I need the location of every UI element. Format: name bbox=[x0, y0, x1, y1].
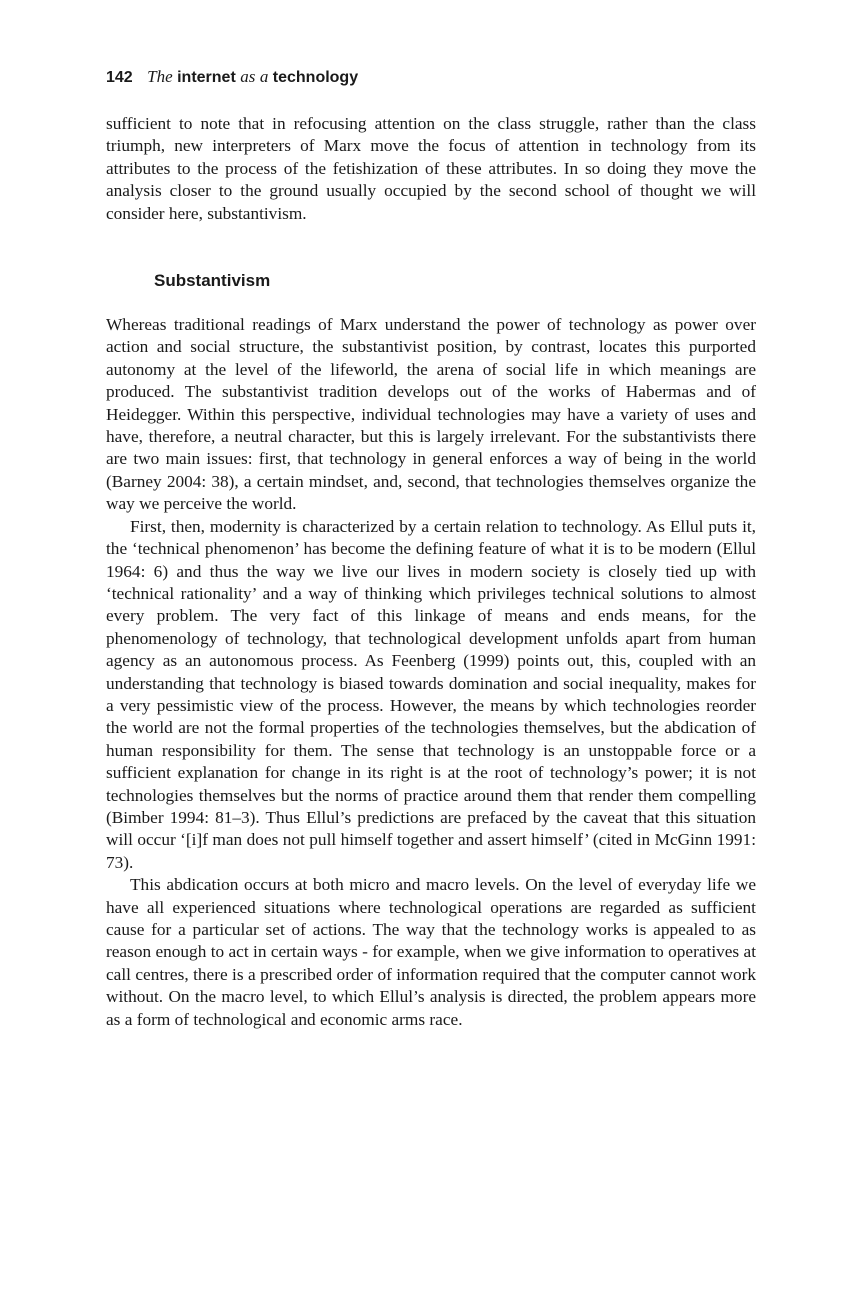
page-number: 142 bbox=[106, 69, 133, 86]
running-head bbox=[106, 66, 756, 89]
section-heading: Substantivism bbox=[154, 271, 271, 291]
book-page bbox=[106, 66, 756, 1031]
running-head-word-internet: internet bbox=[177, 69, 236, 86]
paragraph-abdication: This abdication occurs at both micro and macro levels. On the level of everyday life we have all experienced situations where technological operations are regarded as sufficient cause for a particular set of actions. The way that the technology works is appealed to as reason enough to act in certain ways - for example, when we give information to operatives at call centres, there is a prescribed order of information required that the computer cannot work without. On the macro level, to which Ellul’s analysis is directed, the problem appears more as a form of technological and economic arms race. bbox=[106, 875, 756, 1029]
running-head-word-the: The bbox=[147, 67, 173, 86]
running-head-word-as: as bbox=[240, 67, 256, 86]
paragraph-modernity: First, then, modernity is characterized by a certain relation to technology. As Ellul puts it, the ‘technical phenomenon’ has become the defining feature of what it is to be modern (Ellul 1964: 6) and thus the way we live our lives in modern society is closely tied up with ‘technical rationality’ and a way of thinking which privileges technical solutions to almost every problem. The very fact of this linkage of means and ends means, for the phenomenology of technology, that technological development unfolds apart from human agency as an autonomous process. As Feenberg (1999) points out, this, coupled with an understanding that technology is biased towards domination and social inequality, makes for a very pessimistic view of the process. However, the means by which technologies reorder the world are not the formal properties of the technologies themselves, but the abdication of human responsibility for them. The sense that technology is an unstoppable force or a sufficient explanation for change in its right is at the root of technology’s power; it is not technologies themselves but the norms of practice around them that render them compelling (Bimber 1994: 81–3). Thus Ellul’s predictions are prefaced by the caveat that this situation will occur ‘[i]f man does not pull himself together and assert himself’ (cited in McGinn 1991: 73). bbox=[106, 516, 756, 872]
paragraph-continued: sufficient to note that in refocusing attention on the class struggle, rather than the class triumph, new interpreters of Marx move the focus of attention in technology from its attributes to the process of the fetishization of these attributes. In so doing they move the analysis closer to the ground usually occupied by the second school of thought we will consider here, substantivism. bbox=[106, 114, 756, 223]
paragraph-substantivism-intro: Whereas traditional readings of Marx understand the power of technology as power over action and social structure, the substantivist position, by contrast, locates this purported autonomy at the level of the lifeworld, the arena of social life in which meanings are produced. The substantivist tradition develops out of the works of Habermas and of Heidegger. Within this perspective, individual technologies may have a variety of uses and have, therefore, a neutral character, but this is largely irrelevant. For the substantivists there are two main issues: first, that technology in general enforces a way of being in the world (Barney 2004: 38), a certain mindset, and, second, that technologies themselves organize the way we perceive the world. bbox=[106, 315, 756, 514]
running-head-word-technology: technology bbox=[272, 69, 359, 86]
running-head-word-a: a bbox=[259, 67, 269, 86]
